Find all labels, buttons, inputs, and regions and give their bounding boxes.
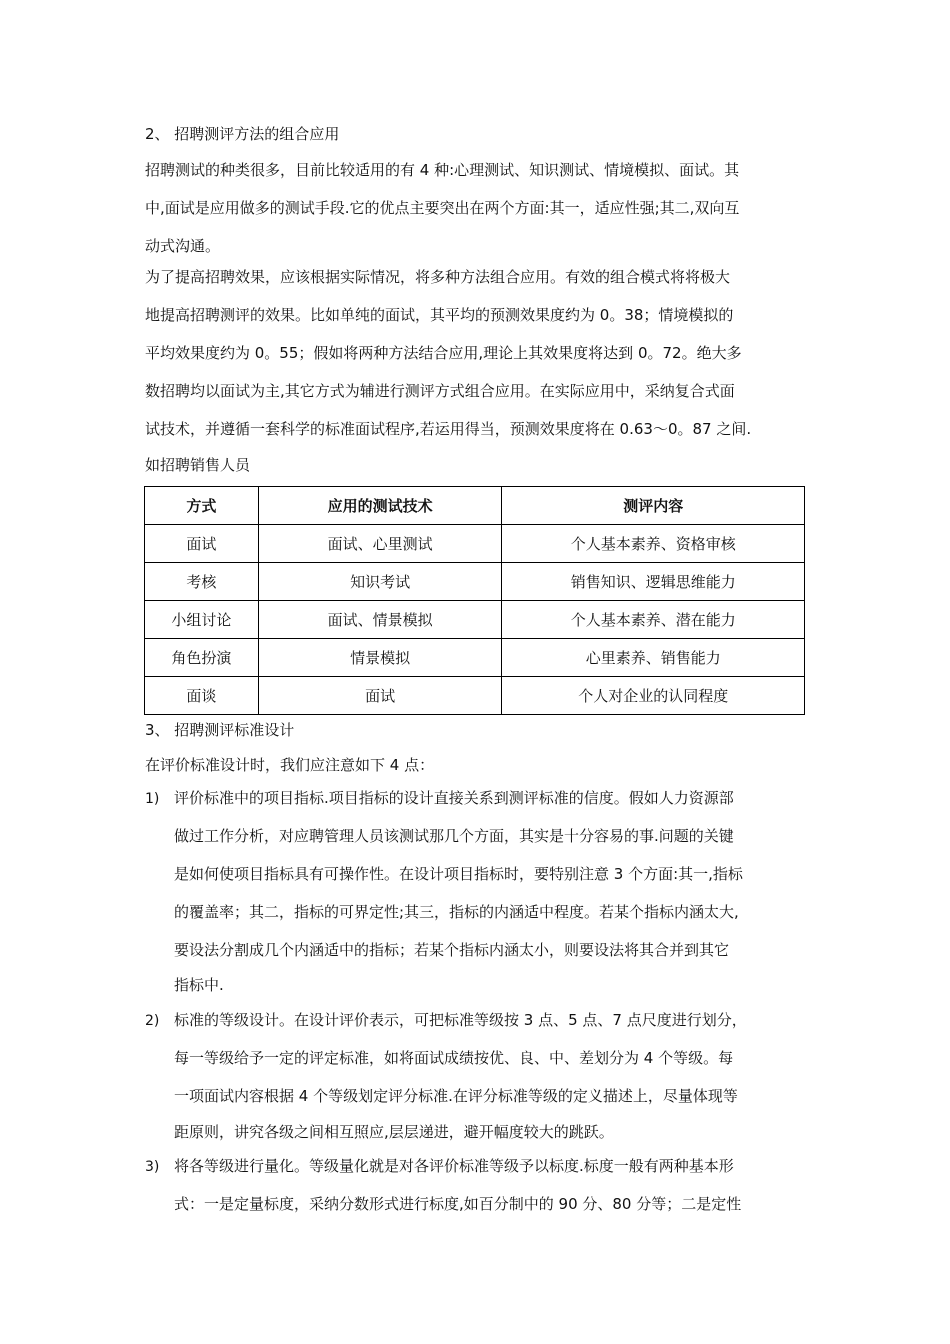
paragraph-line: 平均效果度约为 0。55；假如将两种方法结合应用,理论上其效果度将达到 0。72。绝大多 — [145, 344, 742, 362]
list-number: 3) — [145, 1159, 160, 1175]
table-cell: 个人对企业的认同程度 — [502, 677, 805, 715]
table-row — [145, 525, 805, 563]
list-item-line: 要设法分割成几个内涵适中的指标；若某个指标内涵太小，则要设法将其合并到其它 — [174, 941, 730, 959]
list-number: 2) — [145, 1013, 160, 1029]
table-cell: 个人基本素养、潜在能力 — [502, 601, 805, 639]
table-header-cell: 应用的测试技术 — [258, 487, 502, 525]
paragraph-line: 动式沟通。 — [145, 237, 221, 255]
list-item-line: 每一等级给予一定的评定标准，如将面试成绩按优、良、中、差划分为 4 个等级。每 — [174, 1049, 734, 1067]
table-header-cell: 方式 — [145, 487, 259, 525]
table-cell: 个人基本素养、资格审核 — [502, 525, 805, 563]
table-cell: 面试 — [145, 525, 259, 563]
table-cell: 面试、心里测试 — [258, 525, 502, 563]
table-cell: 考核 — [145, 563, 259, 601]
table-cell: 销售知识、逻辑思维能力 — [502, 563, 805, 601]
paragraph-line: 数招聘均以面试为主,其它方式为辅进行测评方式组合应用。在实际应用中，采纳复合式面 — [145, 382, 735, 400]
table-cell: 小组讨论 — [145, 601, 259, 639]
list-item-line: 距原则，讲究各级之间相互照应,层层递进，避开幅度较大的跳跃。 — [174, 1123, 614, 1141]
table-row — [145, 677, 805, 715]
table-row — [145, 639, 805, 677]
table-cell: 面试、情景模拟 — [258, 601, 502, 639]
paragraph-line: 地提高招聘测评的效果。比如单纯的面试，其平均的预测效果度约为 0。38；情境模拟的 — [145, 306, 734, 324]
paragraph-line: 为了提高招聘效果，应该根据实际情况，将多种方法组合应用。有效的组合模式将将极大 — [145, 268, 731, 286]
list-item-line: 指标中. — [174, 976, 224, 994]
list-item-line: 做过工作分析，对应聘管理人员该测试那几个方面，其实是十分容易的事.问题的关键 — [174, 827, 734, 845]
table-cell: 心里素养、销售能力 — [502, 639, 805, 677]
recruitment-methods-table — [144, 486, 805, 715]
list-item-line: 评价标准中的项目指标.项目指标的设计直接关系到测评标准的信度。假如人力资源部 — [174, 789, 734, 807]
table-cell: 面谈 — [145, 677, 259, 715]
list-item-line: 标准的等级设计。在设计评价表示，可把标准等级按 3 点、5 点、7 点尺度进行划分， — [174, 1011, 747, 1029]
table-row — [145, 601, 805, 639]
table-cell: 角色扮演 — [145, 639, 259, 677]
list-item-line: 是如何使项目指标具有可操作性。在设计项目指标时，要特别注意 3 个方面:其一,指标 — [174, 865, 743, 883]
table-cell: 知识考试 — [258, 563, 502, 601]
section-2-heading: 2、 招聘测评方法的组合应用 — [145, 125, 340, 143]
paragraph-line: 如招聘销售人员 — [145, 456, 251, 474]
table-header-row — [145, 487, 805, 525]
paragraph-line: 招聘测试的种类很多，目前比较适用的有 4 种:心理测试、知识测试、情境模拟、面试。其 — [145, 161, 740, 179]
table-header-cell: 测评内容 — [502, 487, 805, 525]
list-item-line: 的覆盖率；其二，指标的可界定性;其三，指标的内涵适中程度。若某个指标内涵太大, — [174, 903, 739, 921]
list-item-line: 一项面试内容根据 4 个等级划定评分标准.在评分标准等级的定义描述上，尽量体现等 — [174, 1087, 738, 1105]
list-item-line: 将各等级进行量化。等级量化就是对各评价标准等级予以标度.标度一般有两种基本形 — [174, 1157, 734, 1175]
paragraph-line: 中,面试是应用做多的测试手段.它的优点主要突出在两个方面:其一，适应性强;其二,双向互 — [145, 199, 740, 217]
list-number: 1) — [145, 791, 160, 807]
table-row — [145, 563, 805, 601]
table-cell: 面试 — [258, 677, 502, 715]
table-cell: 情景模拟 — [258, 639, 502, 677]
section-3-intro: 在评价标准设计时，我们应注意如下 4 点： — [145, 756, 435, 774]
section-3-heading: 3、 招聘测评标准设计 — [145, 721, 295, 739]
list-item-line: 式：一是定量标度，采纳分数形式进行标度,如百分制中的 90 分、80 分等；二是定性 — [174, 1195, 742, 1213]
paragraph-line: 试技术，并遵循一套科学的标准面试程序,若运用得当，预测效果度将在 0.63～0。87 之间. — [145, 420, 752, 438]
